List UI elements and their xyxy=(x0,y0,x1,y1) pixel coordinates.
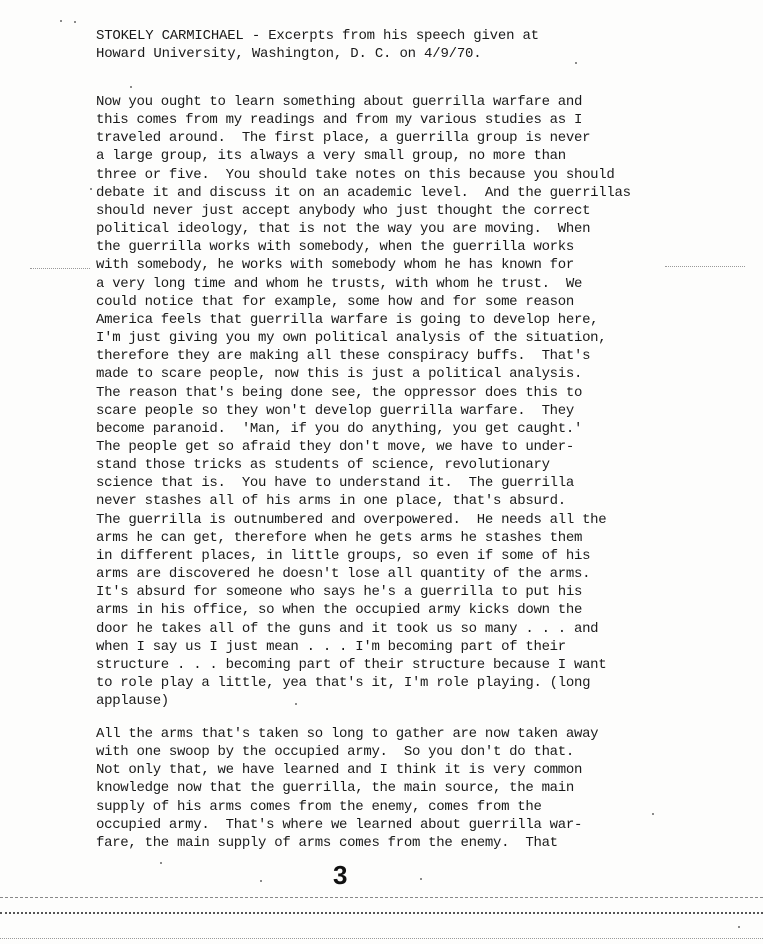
text-line: All the arms that's taken so long to gather are now taken away xyxy=(96,726,599,742)
text-line: should never just accept anybody who just thought the correct xyxy=(96,202,591,219)
scan-artifact-dot xyxy=(295,703,297,705)
text-line: three or five. You should take notes on this because you should xyxy=(96,166,615,183)
header-line: STOKELY CARMICHAEL - Excerpts from his speech given at xyxy=(96,28,539,44)
text-line: traveled around. The first place, a guerrilla group is never xyxy=(96,130,591,147)
scan-artifact-line xyxy=(0,938,763,939)
text-line: stand those tricks as students of science, revolutionary xyxy=(96,457,550,474)
text-line: arms in his office, so when the occupied army kicks down the xyxy=(96,602,583,619)
text-line: could notice that for example, some how and for some reason xyxy=(96,293,574,310)
text-line: become paranoid. 'Man, if you do anything, you get caught.' xyxy=(96,420,583,437)
text-line: to role play a little, yea that's it, I'm role playing. (long xyxy=(96,675,591,691)
text-line: door he takes all of the guns and it took us so many . . . and xyxy=(96,620,599,637)
text-line: in different places, in little groups, so even if some of his xyxy=(96,547,591,564)
scan-artifact-dot xyxy=(738,926,740,928)
text-line: when I say us I just mean . . . I'm becoming part of their xyxy=(96,638,566,655)
scan-artifact-dot xyxy=(575,62,577,64)
text-line: Not only that, we have learned and I think it is very common xyxy=(96,762,583,779)
text-line: political ideology, that is not the way you are moving. When xyxy=(96,221,591,238)
text-line: The reason that's being done see, the oppressor does this to xyxy=(96,384,583,401)
text-line: therefore they are making all these conspiracy buffs. That's xyxy=(96,348,591,365)
text-line: a large group, its always a very small group, no more than xyxy=(96,148,566,165)
scan-artifact-dot xyxy=(160,862,162,864)
scan-artifact-line xyxy=(0,912,763,914)
scan-artifact-dot xyxy=(420,878,422,880)
text-line: supply of his arms comes from the enemy, comes from the xyxy=(96,798,542,815)
text-line: with one swoop by the occupied army. So you don't do that. xyxy=(96,744,574,761)
text-line: I'm just giving you my own political analysis of the situation, xyxy=(96,330,607,347)
text-line: never stashes all of his arms in one place, that's absurd. xyxy=(96,493,566,510)
text-line: made to scare people, now this is just a political analysis. xyxy=(96,366,583,383)
text-line: a very long time and whom he trusts, with whom he trust. We xyxy=(96,275,583,292)
speech-paragraph-2 xyxy=(96,725,736,852)
text-line: arms he can get, therefore when he gets arms he stashes them xyxy=(96,529,583,546)
scan-artifact-line xyxy=(665,266,745,267)
text-line: The guerrilla is outnumbered and overpowered. He needs all the xyxy=(96,511,607,528)
scan-artifact-dot xyxy=(260,880,262,882)
text-line: debate it and discuss it on an academic level. And the guerrillas xyxy=(96,184,631,201)
text-line: structure . . . becoming part of their structure because I want xyxy=(96,656,607,673)
speech-paragraph-1 xyxy=(96,93,736,710)
text-line: scare people so they won't develop guerrilla warfare. They xyxy=(96,402,574,419)
scan-artifact-dot xyxy=(74,21,76,23)
scan-artifact-dot xyxy=(652,813,654,815)
text-line: with somebody, he works with somebody whom he has known for xyxy=(96,257,574,274)
text-line: the guerrilla works with somebody, when the guerrilla works xyxy=(96,239,574,256)
text-line: applause) xyxy=(96,693,169,710)
text-line: Now you ought to learn something about guerrilla warfare and xyxy=(96,94,583,110)
text-line: The people get so afraid they don't move, we have to under- xyxy=(96,438,574,455)
text-line: America feels that guerrilla warfare is going to develop here, xyxy=(96,311,599,328)
text-line: arms are discovered he doesn't lose all quantity of the arms. xyxy=(96,566,591,583)
text-line: It's absurd for someone who says he's a guerrilla to put his xyxy=(96,584,583,601)
scan-artifact-line xyxy=(0,897,763,898)
scan-artifact-dot xyxy=(90,188,92,190)
text-line: this comes from my readings and from my various studies as I xyxy=(96,112,583,129)
scan-artifact-dot xyxy=(130,86,132,88)
header-line: Howard University, Washington, D. C. on 4/9/70. xyxy=(96,46,482,62)
scan-artifact-dot xyxy=(60,20,62,22)
scan-artifact-line xyxy=(30,268,90,269)
text-line: science that is. You have to understand it. The guerrilla xyxy=(96,475,574,492)
page-number: 3 xyxy=(333,860,348,890)
text-line: fare, the main supply of arms comes from the enemy. That xyxy=(96,834,558,851)
text-line: knowledge now that the guerrilla, the main source, the main xyxy=(96,780,574,797)
text-line: occupied army. That's where we learned about guerrilla war- xyxy=(96,816,583,833)
document-header xyxy=(96,27,736,63)
